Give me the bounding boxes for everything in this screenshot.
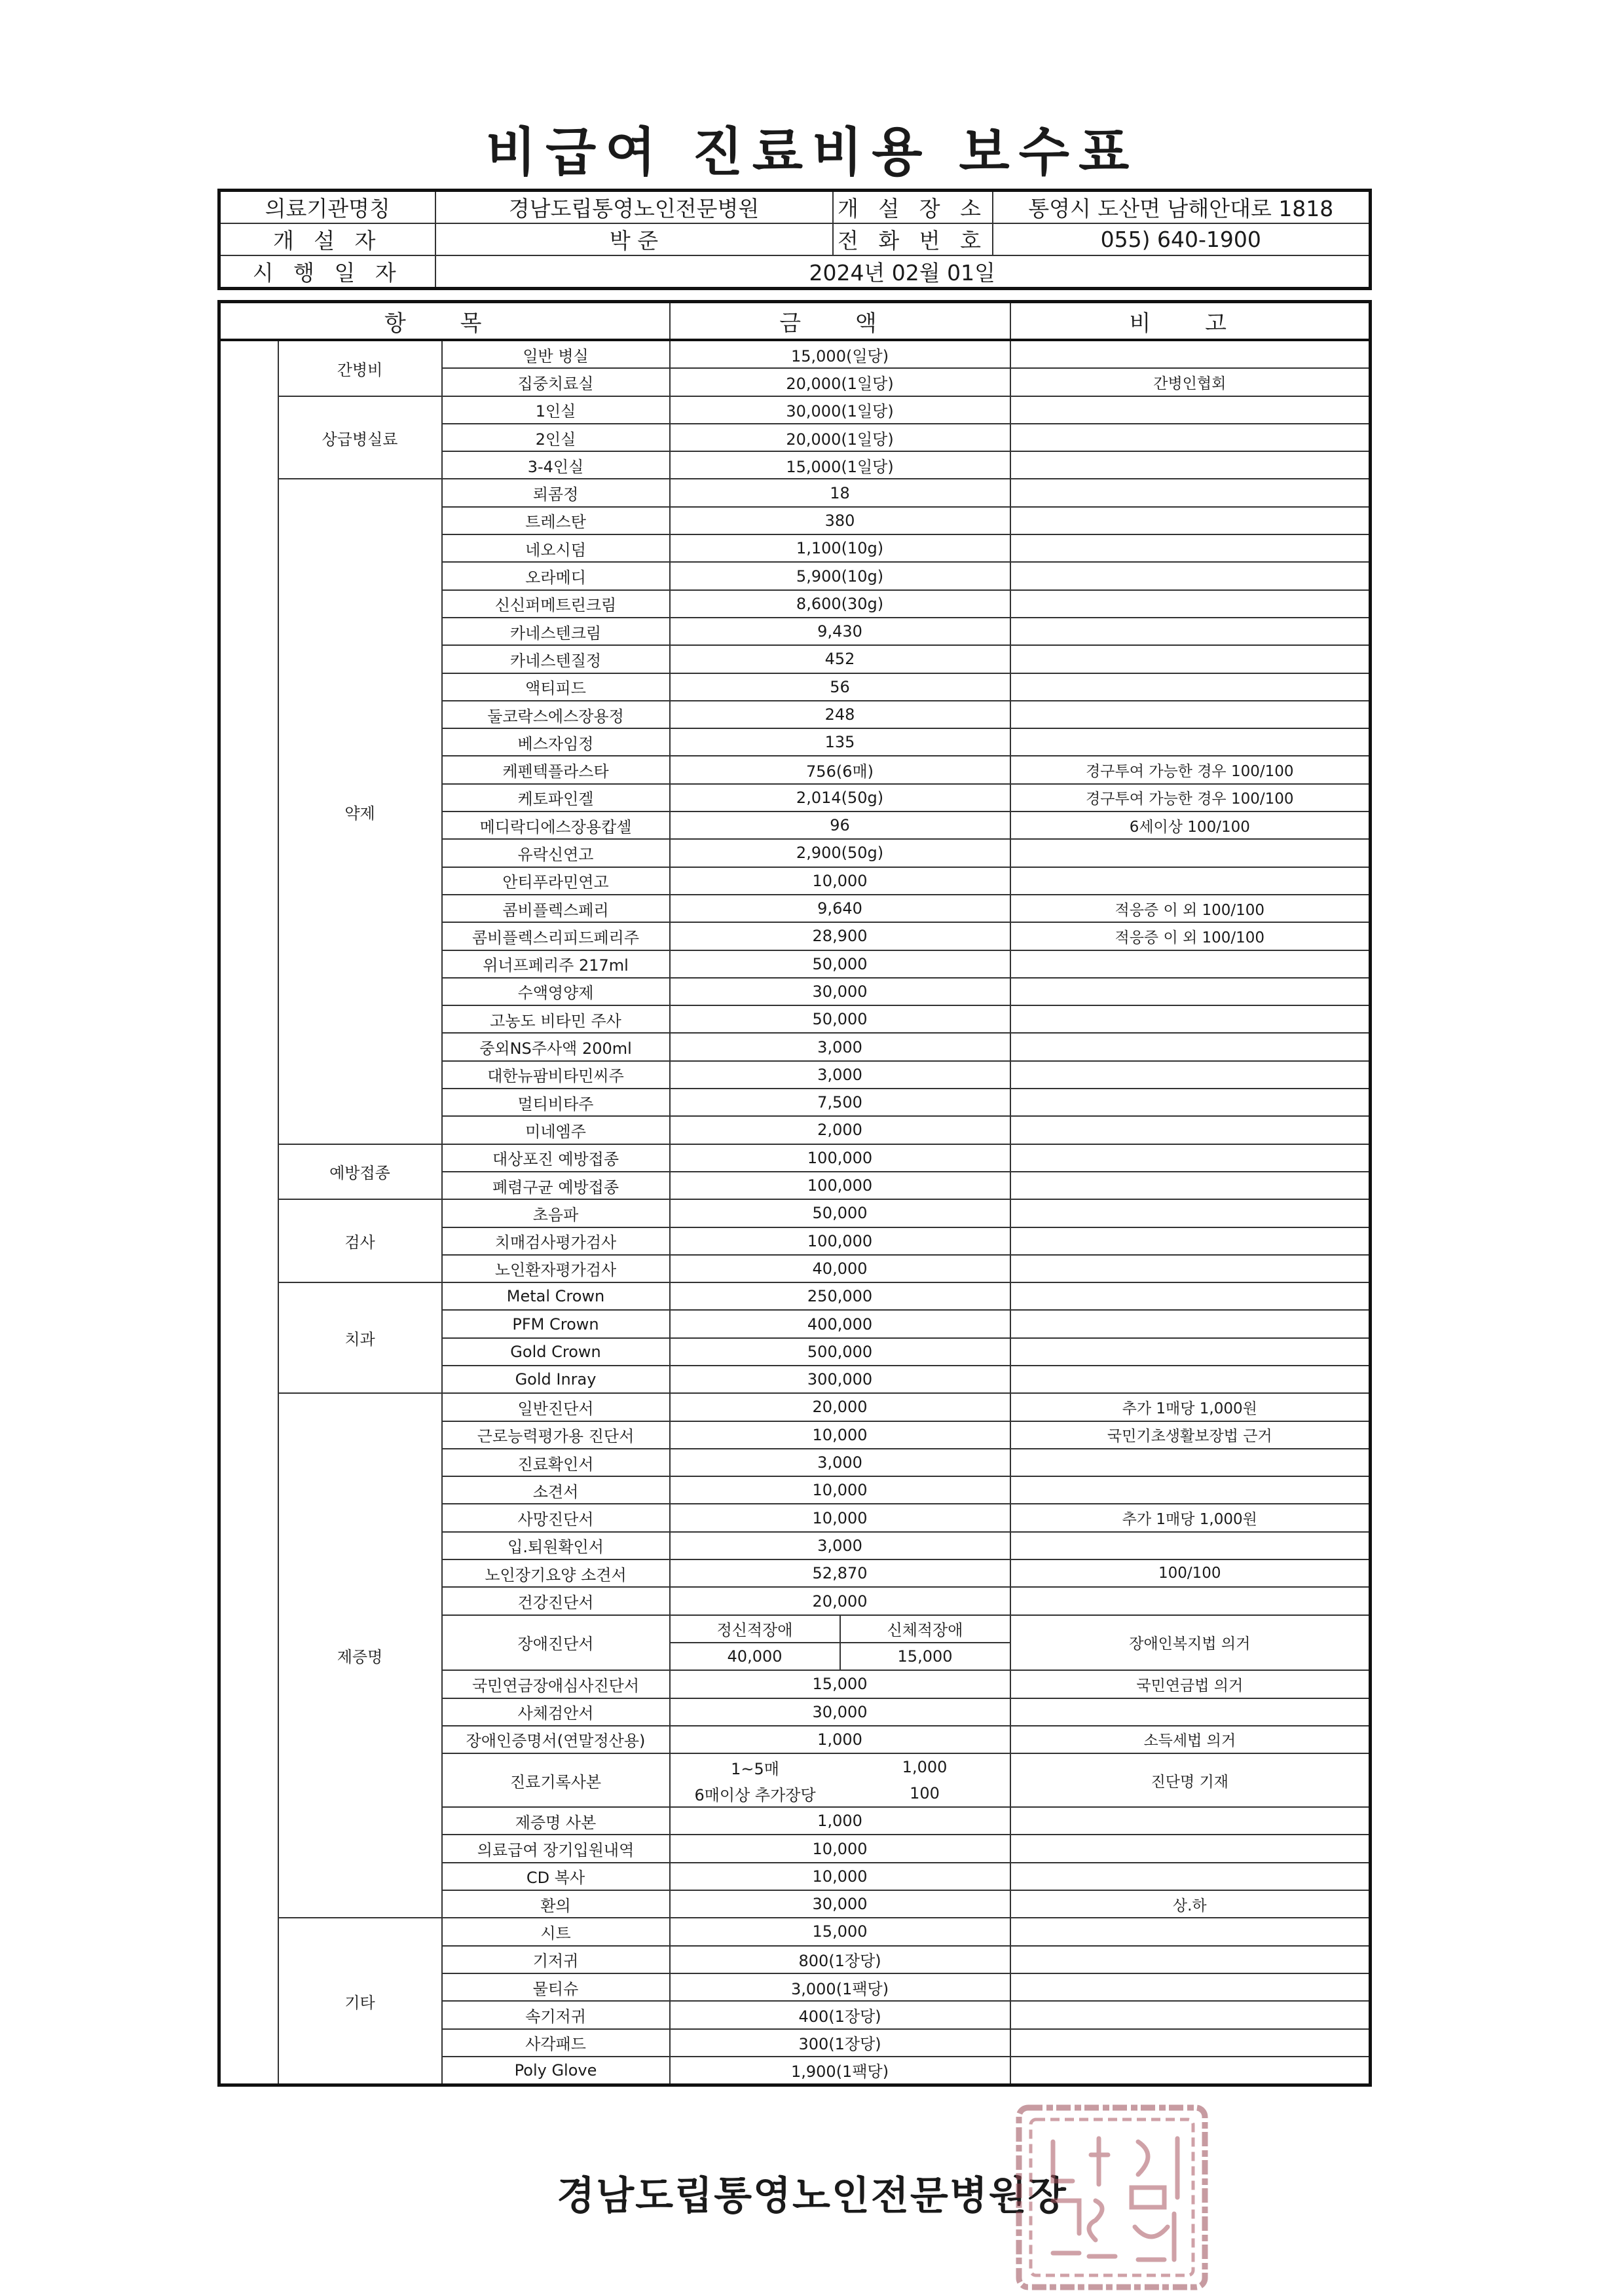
item-amount: 10,000 bbox=[670, 1476, 1010, 1504]
item-note: 상.하 bbox=[1010, 1890, 1371, 1918]
item-note bbox=[1010, 590, 1371, 618]
item-amount: 2,014(50g) bbox=[670, 784, 1010, 812]
official-seal-stamp bbox=[1014, 2102, 1210, 2292]
item-name: 시트 bbox=[442, 1918, 670, 1945]
item-note bbox=[1010, 1144, 1371, 1172]
item-amount: 10,000 bbox=[670, 1504, 1010, 1531]
item-amount: 800(1장당) bbox=[670, 1946, 1010, 1973]
item-amount: 5,900(10g) bbox=[670, 562, 1010, 589]
item-note: 추가 1매당 1,000원 bbox=[1010, 1393, 1371, 1421]
item-name: 사체검안서 bbox=[442, 1698, 670, 1726]
item-amount: 3,000 bbox=[670, 1061, 1010, 1089]
item-name: 유락신연고 bbox=[442, 839, 670, 867]
item-amount: 1,000 bbox=[670, 1807, 1010, 1835]
item-note bbox=[1010, 534, 1371, 562]
item-name: 노인장기요양 소견서 bbox=[442, 1559, 670, 1587]
item-amount: 9,640 bbox=[670, 895, 1010, 922]
item-name: 초음파 bbox=[442, 1199, 670, 1227]
item-name: PFM Crown bbox=[442, 1310, 670, 1337]
item-amount: 15,000(일당) bbox=[670, 340, 1010, 368]
item-name: 안티푸라민연고 bbox=[442, 867, 670, 895]
item-note bbox=[1010, 424, 1371, 451]
item-amount: 100,000 bbox=[670, 1172, 1010, 1199]
table-row bbox=[219, 340, 1371, 368]
item-name: 사각패드 bbox=[442, 2029, 670, 2057]
item-amount: 20,000(1일당) bbox=[670, 424, 1010, 451]
item-amount: 28,900 bbox=[670, 922, 1010, 950]
info-row bbox=[219, 191, 1371, 224]
item-name: 뢰콤정 bbox=[442, 479, 670, 506]
item-amount: 300,000 bbox=[670, 1366, 1010, 1393]
item-amount: 1,000 bbox=[670, 1726, 1010, 1753]
category-label: 치과 bbox=[278, 1282, 442, 1393]
item-name: Gold Inray bbox=[442, 1366, 670, 1393]
table-row bbox=[219, 1199, 1371, 1227]
item-note: 적응증 이 외 100/100 bbox=[1010, 895, 1371, 922]
item-amount: 2,900(50g) bbox=[670, 839, 1010, 867]
item-note bbox=[1010, 451, 1371, 479]
item-name: 케펜텍플라스타 bbox=[442, 756, 670, 783]
item-amount: 50,000 bbox=[670, 950, 1010, 978]
item-name: 환의 bbox=[442, 1890, 670, 1918]
records-copy-extra-label: 6매이상 추가장당 bbox=[694, 1785, 816, 1804]
records-copy-range-label: 1~5매 bbox=[731, 1759, 779, 1778]
item-amount: 250,000 bbox=[670, 1282, 1010, 1310]
item-name: 의료급여 장기입원내역 bbox=[442, 1835, 670, 1862]
item-name: 소견서 bbox=[442, 1476, 670, 1504]
item-name: 카네스텐크림 bbox=[442, 618, 670, 645]
category-label: 예방접종 bbox=[278, 1144, 442, 1200]
item-amount: 3,000 bbox=[670, 1449, 1010, 1476]
item-note: 경구투여 가능한 경우 100/100 bbox=[1010, 784, 1371, 812]
item-amount: 3,000 bbox=[670, 1532, 1010, 1559]
item-name: 콤비플렉스리피드페리주 bbox=[442, 922, 670, 950]
item-name: 콤비플렉스페리 bbox=[442, 895, 670, 922]
item-amount: 52,870 bbox=[670, 1559, 1010, 1587]
disability-physical-amount: 15,000 bbox=[840, 1643, 1010, 1670]
item-name: 장애진단서 bbox=[442, 1615, 670, 1671]
item-amount: 400,000 bbox=[670, 1310, 1010, 1337]
item-note bbox=[1010, 618, 1371, 645]
item-note: 간병인협회 bbox=[1010, 368, 1371, 396]
item-note bbox=[1010, 1863, 1371, 1890]
footer-signature: 경남도립통영노인전문병원장 bbox=[557, 2173, 1067, 2219]
records-copy-extra-amount: 100 bbox=[910, 1784, 940, 1803]
item-amount: 40,000 bbox=[670, 1255, 1010, 1282]
item-name: 미네엠주 bbox=[442, 1116, 670, 1144]
item-name: 치매검사평가검사 bbox=[442, 1227, 670, 1255]
item-note bbox=[1010, 479, 1371, 506]
item-note: 소득세법 의거 bbox=[1010, 1726, 1371, 1753]
item-note bbox=[1010, 1918, 1371, 1945]
item-note bbox=[1010, 2029, 1371, 2057]
item-amount: 380 bbox=[670, 507, 1010, 534]
item-note bbox=[1010, 1807, 1371, 1835]
item-amount: 50,000 bbox=[670, 1199, 1010, 1227]
item-name: 트레스탄 bbox=[442, 507, 670, 534]
category-label: 기타 bbox=[278, 1918, 442, 2085]
item-note: 장애인복지법 의거 bbox=[1010, 1615, 1371, 1671]
table-row bbox=[219, 1144, 1371, 1172]
item-note bbox=[1010, 1199, 1371, 1227]
col-header-amount: 금 액 bbox=[670, 302, 1010, 341]
item-note bbox=[1010, 645, 1371, 673]
item-name: 위너프페리주 217ml bbox=[442, 950, 670, 978]
item-name: 대한뉴팜비타민씨주 bbox=[442, 1061, 670, 1089]
disability-physical-label: 신체적장애 bbox=[840, 1615, 1010, 1643]
item-note: 적응증 이 외 100/100 bbox=[1010, 922, 1371, 950]
col-header-item: 항 목 bbox=[219, 302, 670, 341]
item-amount: 15,000 bbox=[670, 1670, 1010, 1698]
item-name: 장애인증명서(연말정산용) bbox=[442, 1726, 670, 1753]
item-note bbox=[1010, 1255, 1371, 1282]
records-copy-range-amount: 1,000 bbox=[902, 1758, 948, 1777]
item-note bbox=[1010, 1338, 1371, 1366]
disability-mental-label: 정신적장애 bbox=[670, 1615, 840, 1643]
item-amount: 15,000(1일당) bbox=[670, 451, 1010, 479]
item-name: 물티슈 bbox=[442, 1973, 670, 2001]
page-title: 비급여 진료비용 보수표 bbox=[485, 122, 1139, 183]
item-name: Metal Crown bbox=[442, 1282, 670, 1310]
item-name: 메디락디에스장용캅셀 bbox=[442, 812, 670, 839]
item-note bbox=[1010, 1033, 1371, 1060]
item-name: 신신퍼메트린크림 bbox=[442, 590, 670, 618]
item-name: 둘코락스에스장용정 bbox=[442, 701, 670, 728]
item-name: 수액영양제 bbox=[442, 978, 670, 1005]
item-note bbox=[1010, 562, 1371, 589]
item-note bbox=[1010, 1282, 1371, 1310]
item-note bbox=[1010, 1172, 1371, 1199]
item-amount: 56 bbox=[670, 673, 1010, 701]
item-amount: 20,000 bbox=[670, 1587, 1010, 1614]
effective-date: 2024년 02월 01일 bbox=[435, 255, 1371, 289]
item-amount: 100,000 bbox=[670, 1144, 1010, 1172]
item-note: 100/100 bbox=[1010, 1559, 1371, 1587]
item-note bbox=[1010, 340, 1371, 368]
item-amount: 30,000 bbox=[670, 978, 1010, 1005]
category-label: 약제 bbox=[278, 479, 442, 1144]
item-name: 대상포진 예방접종 bbox=[442, 1144, 670, 1172]
info-row bbox=[219, 255, 1371, 289]
item-amount: 10,000 bbox=[670, 867, 1010, 895]
table-row bbox=[219, 479, 1371, 506]
item-note bbox=[1010, 396, 1371, 424]
item-note bbox=[1010, 2057, 1371, 2085]
item-amount: 135 bbox=[670, 728, 1010, 756]
item-name: 사망진단서 bbox=[442, 1504, 670, 1531]
item-name: CD 복사 bbox=[442, 1863, 670, 1890]
item-amount: 3,000(1팩당) bbox=[670, 1973, 1010, 2001]
col-header-note: 비 고 bbox=[1010, 302, 1371, 341]
disability-mental-amount: 40,000 bbox=[670, 1643, 840, 1670]
item-name: 오라메디 bbox=[442, 562, 670, 589]
item-note bbox=[1010, 1227, 1371, 1255]
item-name: 제증명 사본 bbox=[442, 1807, 670, 1835]
item-amount: 30,000(1일당) bbox=[670, 396, 1010, 424]
item-name: 노인환자평가검사 bbox=[442, 1255, 670, 1282]
item-name: 베스자임정 bbox=[442, 728, 670, 756]
item-name: 기저귀 bbox=[442, 1946, 670, 1973]
item-name: 액티피드 bbox=[442, 673, 670, 701]
item-amount: 500,000 bbox=[670, 1338, 1010, 1366]
item-name: 케토파인겔 bbox=[442, 784, 670, 812]
table-row bbox=[219, 1918, 1371, 1945]
category-label: 상급병실료 bbox=[278, 396, 442, 479]
item-note: 경구투여 가능한 경우 100/100 bbox=[1010, 756, 1371, 783]
item-note bbox=[1010, 839, 1371, 867]
item-amount: 10,000 bbox=[670, 1421, 1010, 1449]
item-name: Gold Crown bbox=[442, 1338, 670, 1366]
item-note: 국민기초생활보장법 근거 bbox=[1010, 1421, 1371, 1449]
category-label: 간병비 bbox=[278, 340, 442, 396]
item-name: 중외NS주사액 200ml bbox=[442, 1033, 670, 1060]
founder-label: 개 설 자 bbox=[219, 223, 435, 255]
blank-margin-cell bbox=[219, 340, 278, 2085]
item-note bbox=[1010, 1089, 1371, 1116]
item-name: 집중치료실 bbox=[442, 368, 670, 396]
fee-schedule-table bbox=[217, 300, 1372, 2087]
item-name: 국민연금장애심사진단서 bbox=[442, 1670, 670, 1698]
item-amount: 2,000 bbox=[670, 1116, 1010, 1144]
item-amount: 50,000 bbox=[670, 1005, 1010, 1033]
item-note bbox=[1010, 1835, 1371, 1862]
table-header-row bbox=[219, 302, 1371, 341]
item-name: 고농도 비타민 주사 bbox=[442, 1005, 670, 1033]
item-note bbox=[1010, 1698, 1371, 1726]
item-note bbox=[1010, 701, 1371, 728]
item-name: 진료기록사본 bbox=[442, 1753, 670, 1807]
item-note bbox=[1010, 1449, 1371, 1476]
item-note: 진단명 기재 bbox=[1010, 1753, 1371, 1807]
item-amount: 100,000 bbox=[670, 1227, 1010, 1255]
item-note bbox=[1010, 2001, 1371, 2028]
item-name: 일반 병실 bbox=[442, 340, 670, 368]
item-amount: 756(6매) bbox=[670, 756, 1010, 783]
institution-info-table bbox=[217, 189, 1372, 290]
item-name: 멀티비타주 bbox=[442, 1089, 670, 1116]
item-name: Poly Glove bbox=[442, 2057, 670, 2085]
address-label: 개 설 장 소 bbox=[833, 191, 993, 224]
item-note: 추가 1매당 1,000원 bbox=[1010, 1504, 1371, 1531]
item-name: 네오시덤 bbox=[442, 534, 670, 562]
item-note bbox=[1010, 1946, 1371, 1973]
item-name: 근로능력평가용 진단서 bbox=[442, 1421, 670, 1449]
item-name: 카네스텐질정 bbox=[442, 645, 670, 673]
item-note bbox=[1010, 1587, 1371, 1614]
item-amount: 1,900(1팩당) bbox=[670, 2057, 1010, 2085]
item-amount: 248 bbox=[670, 701, 1010, 728]
phone-label: 전 화 번 호 bbox=[833, 223, 993, 255]
item-amount: 10,000 bbox=[670, 1835, 1010, 1862]
item-amount: 9,430 bbox=[670, 618, 1010, 645]
info-row bbox=[219, 223, 1371, 255]
item-note bbox=[1010, 1973, 1371, 2001]
item-note bbox=[1010, 950, 1371, 978]
org-label: 의료기관명칭 bbox=[219, 191, 435, 224]
item-note bbox=[1010, 1532, 1371, 1559]
item-note bbox=[1010, 1476, 1371, 1504]
item-note bbox=[1010, 728, 1371, 756]
item-note bbox=[1010, 978, 1371, 1005]
date-label: 시 행 일 자 bbox=[219, 255, 435, 289]
item-amount: 400(1장당) bbox=[670, 2001, 1010, 2028]
item-amount: 1,100(10g) bbox=[670, 534, 1010, 562]
item-name: 속기저귀 bbox=[442, 2001, 670, 2028]
table-row bbox=[219, 396, 1371, 424]
item-amount: 96 bbox=[670, 812, 1010, 839]
item-note bbox=[1010, 1366, 1371, 1393]
item-amount: 15,000 bbox=[670, 1918, 1010, 1945]
item-note: 국민연금법 의거 bbox=[1010, 1670, 1371, 1698]
item-amount: 300(1장당) bbox=[670, 2029, 1010, 2057]
item-note bbox=[1010, 507, 1371, 534]
item-name: 진료확인서 bbox=[442, 1449, 670, 1476]
item-name: 3-4인실 bbox=[442, 451, 670, 479]
founder: 박 준 bbox=[435, 223, 833, 255]
item-name: 일반진단서 bbox=[442, 1393, 670, 1421]
item-note bbox=[1010, 673, 1371, 701]
item-note bbox=[1010, 1310, 1371, 1337]
item-note bbox=[1010, 1061, 1371, 1089]
item-name: 폐렴구균 예방접종 bbox=[442, 1172, 670, 1199]
phone: 055) 640-1900 bbox=[993, 223, 1371, 255]
item-amount: 8,600(30g) bbox=[670, 590, 1010, 618]
item-note bbox=[1010, 1116, 1371, 1144]
item-name: 1인실 bbox=[442, 396, 670, 424]
item-amount: 10,000 bbox=[670, 1863, 1010, 1890]
item-name: 입.퇴원확인서 bbox=[442, 1532, 670, 1559]
org-name: 경남도립통영노인전문병원 bbox=[435, 191, 833, 224]
item-amount: 7,500 bbox=[670, 1089, 1010, 1116]
item-note bbox=[1010, 1005, 1371, 1033]
table-row bbox=[219, 1393, 1371, 1421]
item-name: 건강진단서 bbox=[442, 1587, 670, 1614]
item-amount: 30,000 bbox=[670, 1890, 1010, 1918]
category-label: 검사 bbox=[278, 1199, 442, 1282]
item-amount: 3,000 bbox=[670, 1033, 1010, 1060]
category-label: 제증명 bbox=[278, 1393, 442, 1918]
item-amount: 452 bbox=[670, 645, 1010, 673]
item-amount: 30,000 bbox=[670, 1698, 1010, 1726]
item-note: 6세이상 100/100 bbox=[1010, 812, 1371, 839]
table-row bbox=[219, 1282, 1371, 1310]
item-amount: 20,000(1일당) bbox=[670, 368, 1010, 396]
address: 통영시 도산면 남해안대로 1818 bbox=[993, 191, 1371, 224]
item-note bbox=[1010, 867, 1371, 895]
item-amount: 18 bbox=[670, 479, 1010, 506]
item-name: 2인실 bbox=[442, 424, 670, 451]
item-amount: 20,000 bbox=[670, 1393, 1010, 1421]
